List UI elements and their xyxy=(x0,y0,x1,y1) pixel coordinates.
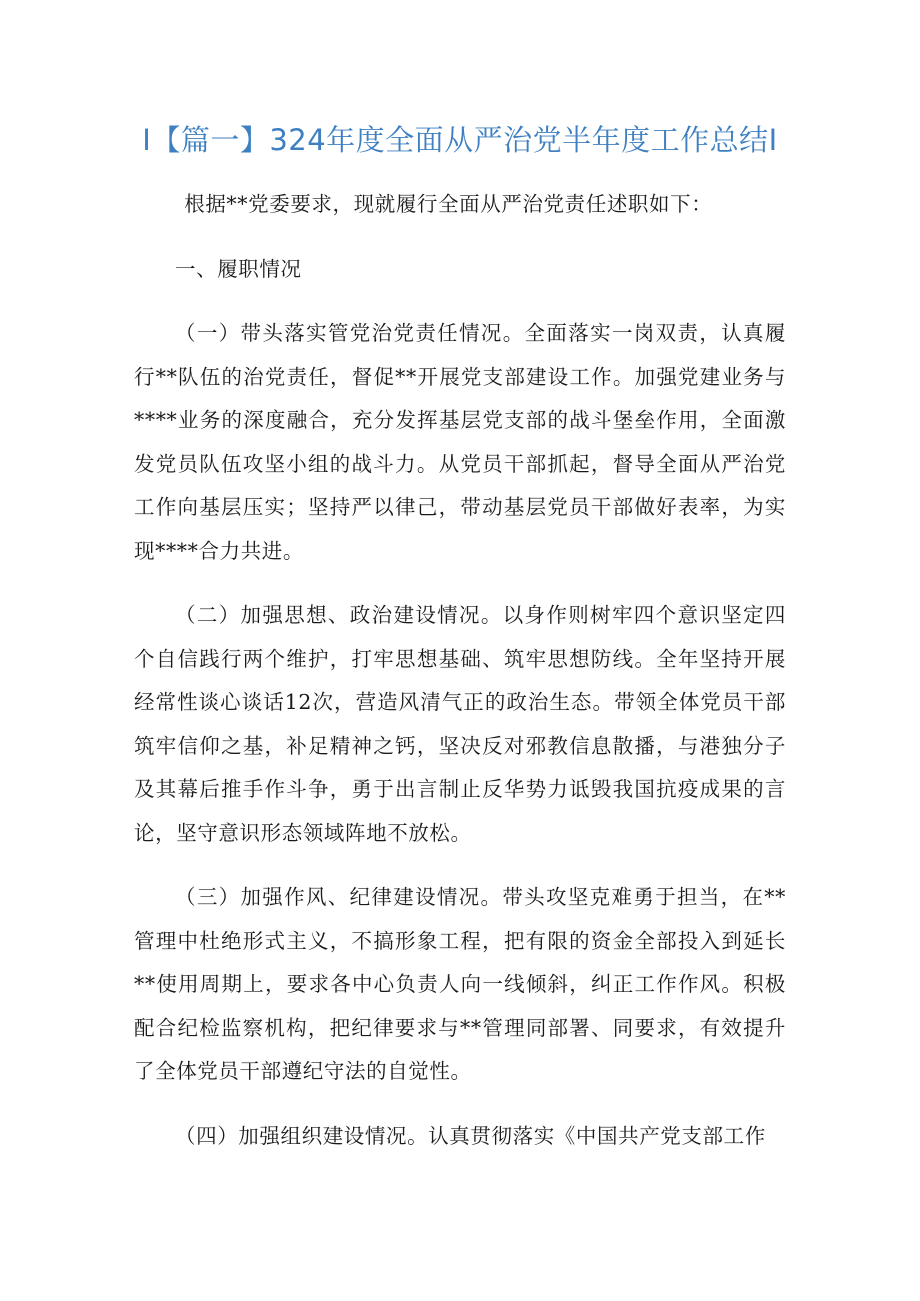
document-title: I【篇一】324年度全面从严治党半年度工作总结I xyxy=(142,123,778,157)
paragraph-1: （一）带头落实管党治党责任情况。全面落实一岗双责，认真履行**队伍的治党责任，督促**开展党支部建设工作。加强党建业务与****业务的深度融合，充分发挥基层党支部的战斗堡垒作用，全面激发党员队伍攻坚小组的战斗力。从党员干部抓起，督导全面从严治党工作向基层压实；坚持严以律己，带动基层党员干部做好表率，为实现****合力共进。 xyxy=(134,321,786,563)
opening-paragraph: 根据**党委要求，现就履行全面从严治党责任述职如下： xyxy=(184,192,713,216)
paragraph-3: （三）加强作风、纪律建设情况。带头攻坚克难勇于担当，在**管理中杜绝形式主义，不搞形象工程，把有限的资金全部投入到延长**使用周期上，要求各中心负责人向一线倾斜，纠正工作作风。积极配合纪检监察机构，把纪律要求与**管理同部署、同要求，有效提升了全体党员干部遵纪守法的自觉性。 xyxy=(134,885,786,1083)
paragraph-4: （四）加强组织建设情况。认真贯彻落实《中国共产党支部工作 xyxy=(175,1123,766,1148)
document-body xyxy=(134,183,786,1158)
paragraph-2: （二）加强思想、政治建设情况。以身作则树牢四个意识坚定四个自信践行两个维护，打牢思想基础、筑牢思想防线。全年坚持开展经常性谈心谈话12次，营造风清气正的政治生态。带领全体党员干部筑牢信仰之基，补足精神之钙，坚决反对邪教信息散播，与港独分子及其幕后推手作斗争，勇于出言制止反华势力诋毁我国抗疫成果的言论，坚守意识形态领域阵地不放松。 xyxy=(134,603,786,845)
section-heading: 一、履职情况 xyxy=(175,256,302,281)
